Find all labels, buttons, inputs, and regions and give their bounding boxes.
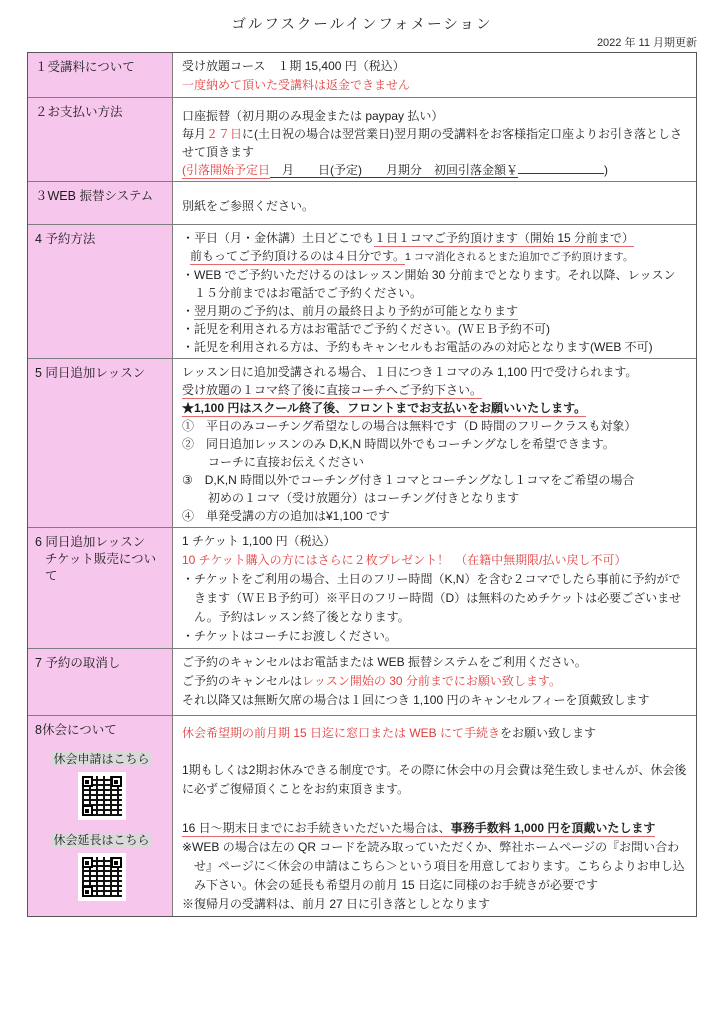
leave-system-line: 1期もしくは2期お休みできる制度です。その際に休会中の月会費は発生致しませんが、休会後に必ずご復帰頂くことをお約束頂きます。 xyxy=(182,763,687,796)
row-tuition-label: １受講料について xyxy=(28,53,173,97)
leave-apply-caption: 休会申請はこちら xyxy=(53,752,150,766)
same-day-item-1: ① 平日のみコーチング希望なしの場合は無料です（D 時間のフリークラスも対象） xyxy=(182,419,637,433)
ticket-price-line: 1 チケット 1,100 円（税込） xyxy=(182,534,336,548)
ticket-bonus-line: 10 チケット購入の方にはさらに２枚プレゼント！ （在籍中無期限/払い戻し不可） xyxy=(182,553,627,567)
same-day-item-2-cont: コーチに直接お伝えください xyxy=(208,455,365,469)
reservation-bullet-2: ・WEB でご予約いただけるのはレッスン開始 30 分前までとなります。それ以降、レッスン１５分前まではお電話でご予約ください。 xyxy=(182,268,676,300)
cancel-fee-line: それ以降又は無断欠席の場合は１回につき 1,100 円のキャンセルフィーを頂戴致します xyxy=(182,693,650,707)
cancel-deadline-line: ご予約のキャンセルはレッスン開始の 30 分前までにお願い致します。 xyxy=(182,674,561,688)
row-payment-label: ２お支払い方法 xyxy=(28,98,173,181)
reservation-bullet-4: ・託児を利用される方はお電話でご予約ください。(ＷＥＢ予約不可) xyxy=(182,322,550,336)
row-same-day-lesson-label: 5 同日追加レッスン xyxy=(28,359,173,527)
row-web-system xyxy=(28,182,696,225)
row-leave-content xyxy=(173,716,696,916)
row-payment-content xyxy=(173,98,696,181)
same-day-line-1: レッスン日に追加受講される場合、１日につき１コマのみ 1,100 円で受けられます。 xyxy=(182,365,638,379)
row-cancellation-label: 7 予約の取消し xyxy=(28,649,173,715)
row-same-day-lesson-content xyxy=(173,359,696,527)
row-reservation-content xyxy=(173,225,696,358)
qr-code-leave-extend xyxy=(82,857,122,897)
row-payment xyxy=(28,98,696,182)
tuition-no-refund-line: 一度納めて頂いた受講料は返金できません xyxy=(182,78,411,92)
leave-return-note-line: ※復帰月の受講料は、前月 27 日に引き落としとなります xyxy=(182,897,491,911)
fill-in-blank xyxy=(518,163,604,174)
leave-web-note-line: ※WEB の場合は左の QR コードを読み取っていただくか、弊社ホームページの『お問い合わせ』ページに＜休会の申請はこちら＞という項目を用意しております。こちらよりお申し込み下さい。休会の延長も希望月の前月 15 日迄に同様のお手続きが必要です xyxy=(182,840,685,892)
tuition-course-line: 受け放題コース １期 15,400 円（税込） xyxy=(182,59,405,73)
updated-date: 2022 年 11 月期更新 xyxy=(596,37,697,49)
row-tuition xyxy=(28,53,696,98)
payment-method-line: 口座振替（初月期のみ現金または paypay 払い） xyxy=(182,109,444,123)
same-day-item-4: ④ 単発受講の方の追加は¥1,100 です xyxy=(182,509,391,523)
reservation-bullet-3: ・翌月期のご予約は、前月の最終日より予約が可能となります xyxy=(182,304,519,318)
row-cancellation xyxy=(28,649,696,716)
web-system-line: 別紙をご参照ください。 xyxy=(182,199,315,213)
same-day-item-3-cont: 初めの１コマ（受け放題分）はコーチング付きとなります xyxy=(208,491,520,505)
leave-extend-qr-wrap xyxy=(78,853,126,901)
row-web-system-label: ３WEB 振替システム xyxy=(28,182,173,224)
ticket-usage-line: ・チケットをご利用の場合、土日のフリー時間（K,N）を含む２コマでしたら事前に予約ができます（ＷＥＢ予約可）※平日のフリー時間（D）は無料のためチケットは必要ございません。予約はレッスン終了後となります。 xyxy=(182,572,682,624)
reservation-bullet-1: ・平日（月・金休講）土日どこでも１日１コマご予約頂けます（開始 15 分前まで） xyxy=(182,231,635,245)
leave-deadline-line: 休会希望期の前月期 15 日迄に窓口または WEB にて手続きをお願い致します xyxy=(182,726,597,740)
leave-fee-line: 16 日～期末日までにお手続きいただいた場合は、事務手数料 1,000 円を頂戴いたします xyxy=(182,821,656,835)
leave-extend-caption: 休会延長はこちら xyxy=(53,833,150,847)
same-day-line-3: ★1,100 円はスクール終了後、フロントまでお支払いをお願いいたします。 xyxy=(182,401,587,415)
same-day-item-2: ② 同日追加レッスンのみ D,K,N 時間以外でもコーチングなしを希望できます。 xyxy=(182,437,615,451)
same-day-line-2: 受け放題の１コマ終了後に直接コーチへご予約下さい。 xyxy=(182,383,483,397)
qr-code-leave-apply xyxy=(82,776,122,816)
row-same-day-lesson xyxy=(28,359,696,528)
row-tuition-content xyxy=(173,53,696,97)
row-reservation-label: 4 予約方法 xyxy=(28,225,173,358)
row-ticket-sales-label: 6 同日追加レッスン チケット販売について xyxy=(28,528,173,648)
row-cancellation-content xyxy=(173,649,696,715)
row-ticket-sales-content xyxy=(173,528,696,648)
ticket-handover-line: ・チケットはコーチにお渡しください。 xyxy=(182,629,397,643)
payment-schedule-line: (引落開始予定日 月 日(予定) 月期分 初回引落金額￥ ) xyxy=(182,163,608,177)
leave-apply-qr-wrap xyxy=(78,772,126,820)
payment-debit-line: 毎月２７日に(土日祝の場合は翌営業日)翌月期の受講料をお客様指定口座よりお引き落としさせて頂きます xyxy=(182,127,683,159)
row-leave-of-absence xyxy=(28,716,696,916)
row-ticket-sales xyxy=(28,528,696,649)
reservation-bullet-1-cont: 前もってご予約頂けるのは４日分です。1 コマ消化されるとまた追加でご予約頂けます。 xyxy=(190,249,634,263)
reservation-bullet-5: ・託児を利用される方は、予約もキャンセルもお電話のみの対応となります(WEB 不可) xyxy=(182,340,653,354)
row-reservation xyxy=(28,225,696,359)
info-table xyxy=(27,52,697,917)
page-title: ゴルフスクールインフォメーション xyxy=(231,17,493,33)
cancel-method-line: ご予約のキャンセルはお電話または WEB 振替システムをご利用ください。 xyxy=(182,655,587,669)
row-web-system-content xyxy=(173,182,696,224)
same-day-item-3: ③ D,K,N 時間以外でコーチング付き１コマとコーチングなし１コマをご希望の場合 xyxy=(182,473,635,487)
row-leave-label: 8休会について 休会申請はこちら 休会延長はこちら xyxy=(28,716,173,916)
